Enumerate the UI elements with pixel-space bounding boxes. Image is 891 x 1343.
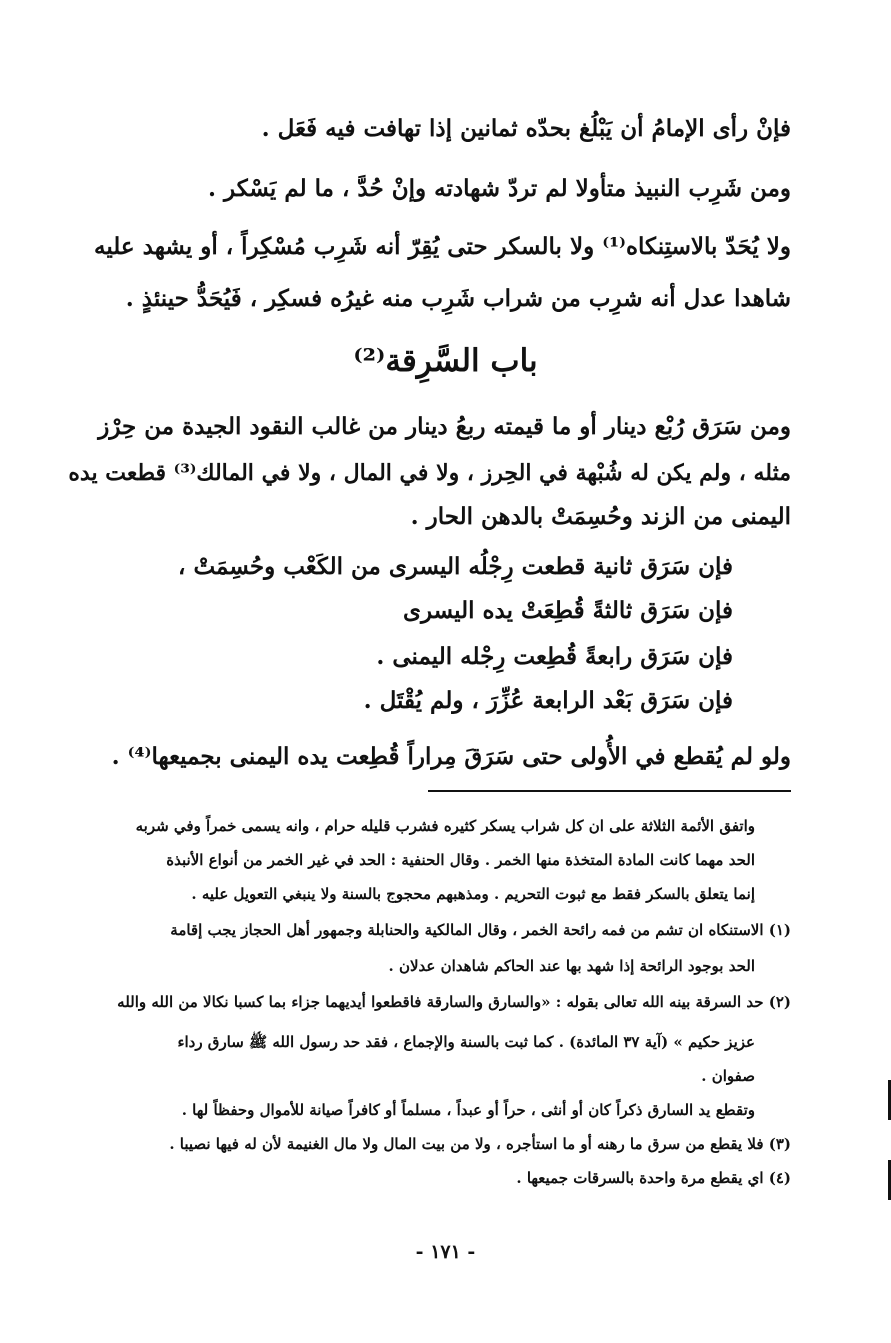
verse-line: فإن سَرَق رابعةً قُطِعت رِجْله اليمنى . <box>376 643 733 670</box>
body-line: اليمنى من الزند وحُسِمَتْ بالدهن الحار . <box>410 503 791 530</box>
footnote-line: الحد مهما كانت المادة المتخذة منها الخمر . وقال الحنفية : الحد في غير الخمر من أنواع الأنبذة <box>166 851 755 869</box>
footnote-line: (٣) فلا يقطع من سرق ما رهنه أو ما استأجره ، ولا من بيت المال ولا مال الغنيمة لأن له فيها نصيبا . <box>169 1135 791 1153</box>
body-line: شاهدا عدل أنه شرِب من شراب شَرِب منه غيرُه فسكِر ، فَيُحَدُّ حينئذٍ . <box>125 285 791 312</box>
footnote-line: واتفق الأئمة الثلاثة على ان كل شراب يسكر كثيره فشرب قليله حرام ، وانه يسمى خمراً وفي شربه <box>135 817 755 835</box>
footnote-line: صفوان . <box>701 1067 755 1085</box>
body-line: فإنْ رأى الإمامُ أن يَبْلُغ بحدّه ثمانين إذا تهافت فيه فَعَل . <box>261 115 791 142</box>
verse-line: فإن سَرَق بَعْد الرابعة عُزِّرَ ، ولم يُقْتَل . <box>363 687 733 714</box>
footnote-line: إنما يتعلق بالسكر فقط مع ثبوت التحريم . ومذهبهم محجوج بالسنة ولا ينبغي التعويل عليه . <box>191 885 755 903</box>
footnote-line: عزيز حكيم » (آية ٣٧ المائدة) . كما ثبت بالسنة والإجماع ، فقد حد رسول الله ﷺ سارق رداء <box>177 1033 755 1051</box>
body-line: ولا يُحَدّ بالاستِنكاه⁽¹⁾ ولا بالسكر حتى يُقِرّ أنه شَرِب مُسْكِراً ، أو يشهد عليه <box>94 233 791 260</box>
footnote-line: الحد بوجود الرائحة إذا شهد بها عند الحاكم شاهدان عدلان . <box>388 957 755 975</box>
page-number: - ١٧١ - <box>415 1241 476 1263</box>
footnote-line: (١) الاستنكاه ان تشم من فمه رائحة الخمر ، وقال المالكية والحنابلة وجمهور أهل الحجاز يجب إقامة <box>170 921 791 939</box>
verse-line: فإن سَرَق ثانية قطعت رِجْلُه اليسرى من الكَعْب وحُسِمَتْ ، <box>178 553 733 580</box>
footnote-line: (٢) حد السرقة بينه الله تعالى بقوله : «والسارق والسارقة فاقطعوا أيديهما جزاء بما كسبا نكالا من الله والله <box>117 993 791 1011</box>
footnote-separator <box>428 790 791 792</box>
footnote-line: (٤) اي يقطع مرة واحدة بالسرقات جميعها . <box>516 1169 791 1187</box>
body-line: ومن سَرَق رُبْع دينار أو ما قيمته ربعُ دينار من غالب النقود الجيدة من حِرْز <box>98 413 791 440</box>
section-title: باب السَّرِقة⁽²⁾ <box>353 343 538 379</box>
body-line: مثله ، ولم يكن له شُبْهة في الحِرز ، ولا في المال ، ولا في المالك⁽³⁾ قطعت يده <box>68 460 791 486</box>
closing-line: ولو لم يُقطع في الأُولى حتى سَرَقَ مِراراً قُطِعت يده اليمنى بجميعها⁽⁴⁾ . <box>111 743 791 770</box>
verse-line: فإن سَرَق ثالثةً قُطِعَتْ يده اليسرى <box>402 597 733 624</box>
body-line: ومن شَرِب النبيذ متأولا لم تردّ شهادته وإنْ حُدَّ ، ما لم يَسْكر . <box>208 175 791 202</box>
footnote-line: وتقطع يد السارق ذكراً كان أو أنثى ، حراً أو عبداً ، مسلماً أو كافراً صيانة للأموال وحفظاً لها . <box>181 1101 755 1119</box>
